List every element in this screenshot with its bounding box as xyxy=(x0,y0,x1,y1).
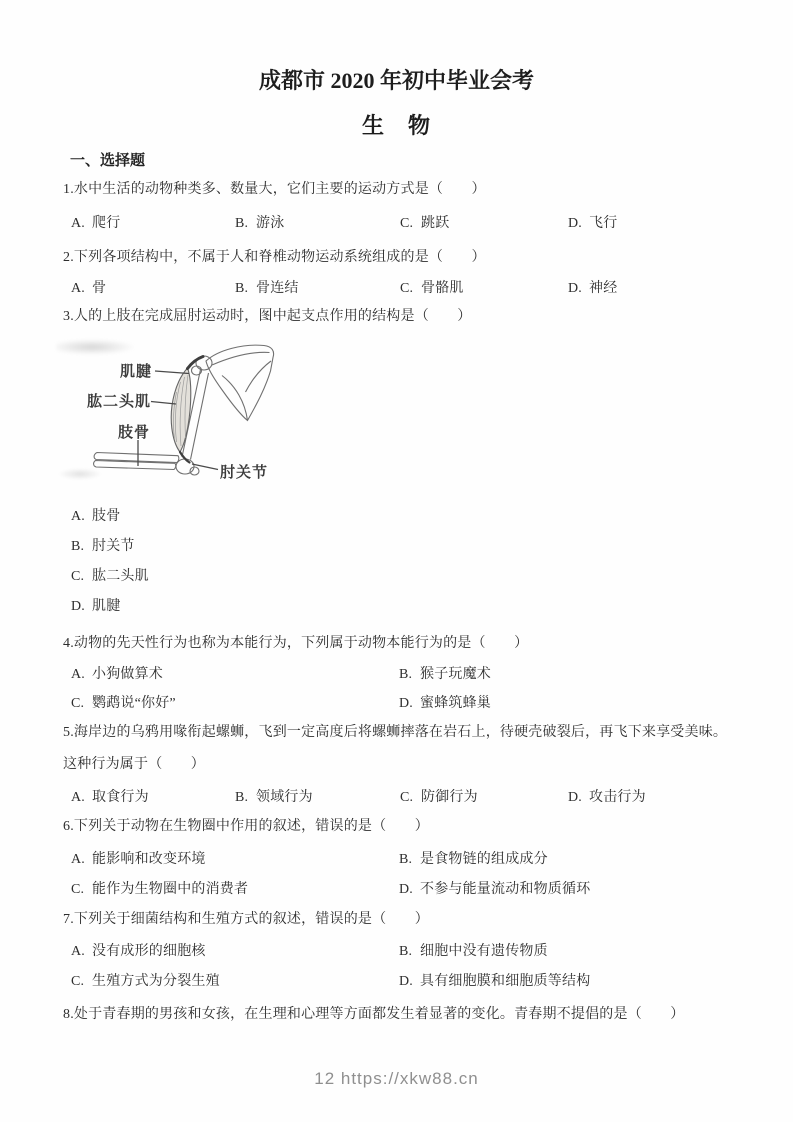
biceps-muscle xyxy=(171,368,191,452)
option-7a-label: A. xyxy=(71,944,86,959)
option-3d xyxy=(71,595,120,615)
option-7d xyxy=(399,970,590,990)
option-5d-label: D. xyxy=(568,790,583,805)
diagram-label-limb-bone: 肢骨 xyxy=(118,425,151,441)
option-6c-label: C. xyxy=(71,882,85,897)
question-3-option-c xyxy=(71,565,731,585)
option-1a-label: A. xyxy=(71,216,86,231)
question-4-stem: 4.动物的先天性行为也称为本能行为，下列属于动物本能行为的是（ ） xyxy=(63,636,529,651)
option-5a xyxy=(71,786,149,806)
option-6b xyxy=(399,848,548,868)
question-3-stem: 3.人的上肢在完成屈肘运动时，图中起支点作用的结构是（ ） xyxy=(63,309,472,324)
question-6-options-ab xyxy=(71,848,731,868)
question-4-options-cd xyxy=(71,692,731,712)
option-7d-label: D. xyxy=(399,974,414,989)
option-7b-label: B. xyxy=(399,944,413,959)
question-3-option-d xyxy=(71,595,731,615)
option-4c-label: C. xyxy=(71,696,85,711)
option-7a-text: 没有成形的细胞核 xyxy=(92,944,206,959)
option-4a-text: 小狗做算术 xyxy=(92,667,163,682)
option-4c xyxy=(71,692,176,712)
option-7c-text: 生殖方式为分裂生殖 xyxy=(92,974,220,989)
diagram-label-elbow-joint: 肘关节 xyxy=(220,465,269,481)
option-4a xyxy=(71,663,163,683)
option-3b xyxy=(71,535,135,555)
option-1d-text: 飞行 xyxy=(589,216,618,231)
option-6d xyxy=(399,878,590,898)
option-1b-label: B. xyxy=(235,216,249,231)
question-1-stem: 1.水中生活的动物种类多、数量大，它们主要的运动方式是（ ） xyxy=(63,182,486,197)
option-2a xyxy=(71,277,106,297)
option-7c-label: C. xyxy=(71,974,85,989)
option-6b-text: 是食物链的组成成分 xyxy=(420,852,548,867)
option-1c-label: C. xyxy=(400,216,414,231)
option-5d-text: 攻击行为 xyxy=(589,790,646,805)
option-1d xyxy=(568,212,617,232)
option-6a-label: A. xyxy=(71,852,86,867)
question-7-stem: 7.下列关于细菌结构和生殖方式的叙述，错误的是（ ） xyxy=(63,912,429,927)
option-5a-text: 取食行为 xyxy=(92,790,149,805)
option-2c-text: 骨骼肌 xyxy=(421,281,464,296)
question-5-options xyxy=(71,786,731,806)
option-6c xyxy=(71,878,248,898)
option-1a xyxy=(71,212,120,232)
subject-title: 生 物 xyxy=(361,113,431,138)
option-2b-text: 骨连结 xyxy=(256,281,299,296)
forearm-bones xyxy=(94,453,179,470)
option-2d xyxy=(568,277,617,297)
arm-flexion-sketch xyxy=(85,340,285,490)
option-4c-text: 鹦鹉说“你好” xyxy=(92,696,176,711)
scapula-bone xyxy=(206,345,274,420)
option-2c-label: C. xyxy=(400,281,414,296)
option-4d xyxy=(399,692,491,712)
option-3c xyxy=(71,565,149,585)
option-7c xyxy=(71,970,220,990)
option-2b-label: B. xyxy=(235,281,249,296)
option-3d-text: 肌腱 xyxy=(92,599,121,614)
option-1d-label: D. xyxy=(568,216,583,231)
arm-flexion-diagram xyxy=(85,340,285,490)
option-3d-label: D. xyxy=(71,599,86,614)
option-3c-label: C. xyxy=(71,569,85,584)
section-heading: 一、选择题 xyxy=(70,153,146,169)
question-6-options-cd xyxy=(71,878,731,898)
option-2d-text: 神经 xyxy=(589,281,618,296)
option-1b xyxy=(235,212,284,232)
option-4b-label: B. xyxy=(399,667,413,682)
option-6a xyxy=(71,848,206,868)
option-6c-text: 能作为生物圈中的消费者 xyxy=(92,882,249,897)
option-4b-text: 猴子玩魔术 xyxy=(420,667,491,682)
option-3b-text: 肘关节 xyxy=(92,539,135,554)
question-4-options-ab xyxy=(71,663,731,683)
option-3b-label: B. xyxy=(71,539,85,554)
diagram-label-tendon: 肌腱 xyxy=(120,364,153,380)
option-5c-text: 防御行为 xyxy=(421,790,478,805)
option-7a xyxy=(71,940,206,960)
option-1c-text: 跳跃 xyxy=(421,216,450,231)
question-7-options-ab xyxy=(71,940,731,960)
option-6a-text: 能影响和改变环境 xyxy=(92,852,206,867)
option-3a-label: A. xyxy=(71,509,86,524)
option-2c xyxy=(400,277,464,297)
question-2-stem: 2.下列各项结构中，不属于人和脊椎动物运动系统组成的是（ ） xyxy=(63,250,486,265)
question-6-stem: 6.下列关于动物在生物圈中作用的叙述，错误的是（ ） xyxy=(63,819,429,834)
question-1-options xyxy=(71,212,731,232)
option-1b-text: 游泳 xyxy=(256,216,285,231)
option-5b-text: 领域行为 xyxy=(256,790,313,805)
option-2a-text: 骨 xyxy=(92,281,107,296)
option-3a-text: 肢骨 xyxy=(92,509,121,524)
question-7-options-cd xyxy=(71,970,731,990)
option-5c-label: C. xyxy=(400,790,414,805)
option-1c xyxy=(400,212,449,232)
question-8-stem: 8.处于青春期的男孩和女孩，在生理和心理等方面都发生着显著的变化。青春期不提倡的是（ ） xyxy=(63,1007,685,1022)
question-2-options xyxy=(71,277,731,297)
option-3a xyxy=(71,505,120,525)
option-6d-label: D. xyxy=(399,882,414,897)
option-6d-text: 不参与能量流动和物质循环 xyxy=(420,882,591,897)
option-2a-label: A. xyxy=(71,281,86,296)
option-7b xyxy=(399,940,548,960)
option-7b-text: 细胞中没有遗传物质 xyxy=(420,944,548,959)
question-5-stem-line1: 5.海岸边的乌鸦用喙衔起螺蛳，飞到一定高度后将螺蛳摔落在岩石上，待硬壳破裂后，再飞下来享受美味。 xyxy=(63,725,728,740)
option-4d-text: 蜜蜂筑蜂巢 xyxy=(420,696,491,711)
option-7d-text: 具有细胞膜和细胞质等结构 xyxy=(420,974,591,989)
option-5c xyxy=(400,786,478,806)
option-5d xyxy=(568,786,646,806)
option-5a-label: A. xyxy=(71,790,86,805)
option-1a-text: 爬行 xyxy=(92,216,121,231)
option-2d-label: D. xyxy=(568,281,583,296)
question-5-stem-line2: 这种行为属于（ ） xyxy=(63,757,205,772)
option-4d-label: D. xyxy=(399,696,414,711)
option-4b xyxy=(399,663,491,683)
option-5b-label: B. xyxy=(235,790,249,805)
option-2b xyxy=(235,277,299,297)
option-3c-text: 肱二头肌 xyxy=(92,569,149,584)
option-6b-label: B. xyxy=(399,852,413,867)
question-3-option-a xyxy=(71,505,731,525)
page-title: 成都市 2020 年初中毕业会考 xyxy=(258,68,534,93)
question-3-option-b xyxy=(71,535,731,555)
option-4a-label: A. xyxy=(71,667,86,682)
footer-page-url: 12 https://xkw88.cn xyxy=(314,1069,479,1088)
diagram-label-biceps: 肱二头肌 xyxy=(87,394,152,410)
option-5b xyxy=(235,786,313,806)
